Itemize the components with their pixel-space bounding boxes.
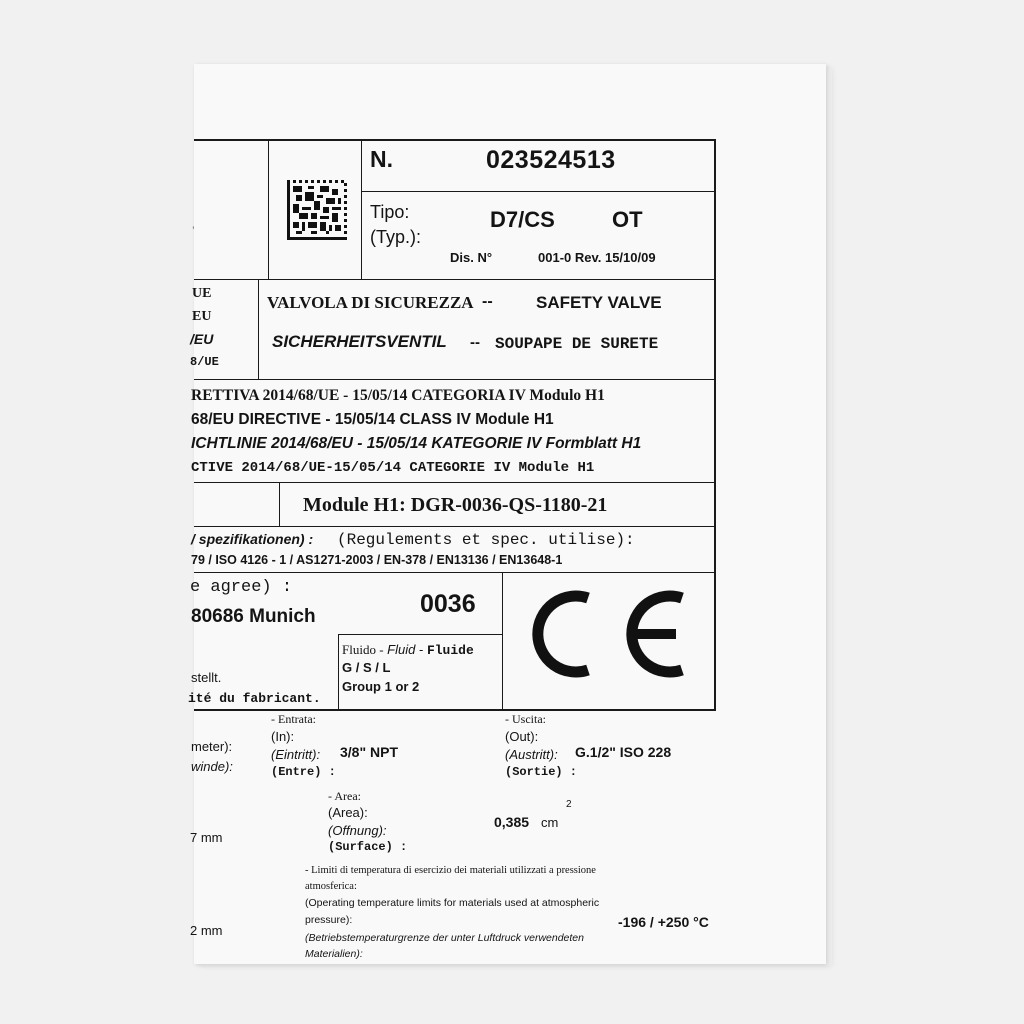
- divider-module-left: [279, 482, 280, 526]
- serial-number: 023524513: [486, 146, 616, 174]
- divider-product-left: [258, 279, 259, 379]
- ce-mark-icon: [524, 584, 694, 684]
- fluid-group: Group 1 or 2: [342, 679, 420, 694]
- temperature-text-it-1: - Limiti di temperatura di esercizio dei materiali utilizzati a pressione: [305, 865, 596, 876]
- standards-label-de: / spezifikationen) :: [191, 531, 314, 547]
- number-label: N.: [370, 146, 393, 172]
- divider-module-bottom: [194, 526, 715, 527]
- datamatrix-code-icon: [287, 180, 347, 240]
- area-unit-exponent: 2: [566, 799, 572, 810]
- outlet-value: G.1/2" ISO 228: [575, 744, 672, 760]
- table-top-border: [194, 139, 716, 141]
- directive-abbrev-it: UE: [192, 286, 212, 301]
- table-right-border: [714, 139, 716, 710]
- product-separator-1: --: [482, 293, 493, 310]
- divider-directive-bottom: [194, 482, 715, 483]
- product-name-en: SAFETY VALVE: [536, 293, 662, 312]
- area-value: 0,385: [494, 814, 530, 830]
- standards-list: 79 / ISO 4126 - 1 / AS1271-2003 / EN-378 / EN13136 / EN13648-1: [191, 553, 563, 567]
- module-certificate: Module H1: DGR-0036-QS-1180-21: [303, 494, 608, 516]
- product-name-de: SICHERHEITSVENTIL: [272, 332, 447, 351]
- area-unit: cm: [541, 815, 559, 830]
- fluid-label-en: Fluid: [387, 642, 416, 657]
- type-label-it: Tipo:: [370, 202, 410, 222]
- notified-body-address: 80686 Munich: [191, 606, 316, 627]
- divider-number-row: [361, 191, 715, 192]
- manufacturer-line-fr: ité du fabricant.: [188, 691, 321, 706]
- directive-de: ICHTLINIE 2014/68/EU - 15/05/14 KATEGORIE IV Formblatt H1: [191, 435, 642, 452]
- area-label-fr: (Surface) :: [328, 840, 408, 854]
- directive-fr: CTIVE 2014/68/UE-15/05/14 CATEGORIE IV Module H1: [191, 460, 595, 476]
- drawing-revision: 001-0 Rev. 15/10/09: [538, 250, 656, 265]
- table-bottom-border: [194, 709, 716, 711]
- connection-left-label-2: winde):: [191, 759, 233, 774]
- drawing-label: Dis. N°: [450, 250, 493, 265]
- left-dimension-2: 2 mm: [190, 923, 223, 938]
- divider-product-bottom: [194, 379, 715, 380]
- area-label-en: (Area):: [328, 805, 368, 820]
- left-dimension-1: 7 mm: [190, 830, 223, 845]
- product-name-fr: SOUPAPE DE SURETE: [495, 335, 659, 353]
- divider-fluid-top: [338, 634, 503, 635]
- inlet-value: 3/8" NPT: [340, 744, 398, 760]
- standards-label-fr: (Regulements et spec. utilise):: [337, 531, 635, 549]
- temperature-value: -196 / +250 °C: [618, 914, 709, 930]
- directive-abbrev-fr: 8/UE: [190, 355, 219, 369]
- connection-left-label-1: meter):: [191, 739, 233, 754]
- fluid-label-fr: Fluide: [426, 643, 474, 658]
- fluid-dash: -: [418, 642, 424, 657]
- temperature-text-de-2: Materialien):: [305, 948, 363, 960]
- product-name-it: VALVOLA DI SICUREZZA: [267, 293, 474, 312]
- temperature-text-en-1: (Operating temperature limits for materials used at atmospheric: [305, 897, 600, 909]
- inlet-label-fr: (Entre) :: [271, 765, 336, 779]
- fluid-phases: G / S / L: [342, 660, 391, 675]
- directive-it: RETTIVA 2014/68/UE - 15/05/14 CATEGORIA IV Modulo H1: [191, 387, 605, 404]
- inlet-label-it: - Entrata:: [271, 712, 316, 726]
- manufacturer-line-de: stellt.: [191, 670, 222, 685]
- temperature-text-it-2: atmosferica:: [305, 881, 357, 892]
- outlet-label-en: (Out):: [505, 729, 539, 744]
- area-label-de: (Offnung):: [328, 823, 387, 838]
- outlet-label-fr: (Sortie) :: [505, 765, 578, 779]
- edge-mark: ’: [192, 224, 195, 238]
- notified-body-label: e agree) :: [190, 578, 293, 597]
- inlet-label-de: (Eintritt):: [271, 747, 321, 762]
- outlet-label-de: (Austritt):: [505, 747, 558, 762]
- type-code: D7/CS: [490, 207, 555, 232]
- fluid-label-it: Fluido -: [342, 642, 384, 657]
- divider-header-bottom: [194, 279, 715, 280]
- divider-ce-left: [502, 572, 503, 710]
- temperature-text-en-2: pressure):: [305, 914, 353, 926]
- type-suffix: OT: [612, 207, 643, 232]
- divider-standards-bottom: [194, 572, 715, 573]
- outlet-label-it: - Uscita:: [505, 712, 546, 726]
- temperature-text-de-1: (Betriebstemperaturgrenze der unter Luftdruck verwendeten: [305, 932, 584, 944]
- directive-abbrev-en: EU: [192, 309, 212, 324]
- document-sheet: [188, 64, 826, 964]
- directive-en: 68/EU DIRECTIVE - 15/05/14 CLASS IV Module H1: [191, 411, 554, 428]
- divider-qr-left: [268, 139, 269, 279]
- area-label-it: - Area:: [328, 789, 361, 803]
- divider-fluid-left: [338, 634, 339, 710]
- type-label-de: (Typ.):: [370, 227, 422, 247]
- divider-qr-right: [361, 139, 362, 279]
- inlet-label-en: (In):: [271, 729, 295, 744]
- directive-abbrev-de: /EU: [190, 331, 214, 347]
- notified-body-number: 0036: [420, 590, 476, 618]
- product-separator-2: --: [470, 334, 480, 351]
